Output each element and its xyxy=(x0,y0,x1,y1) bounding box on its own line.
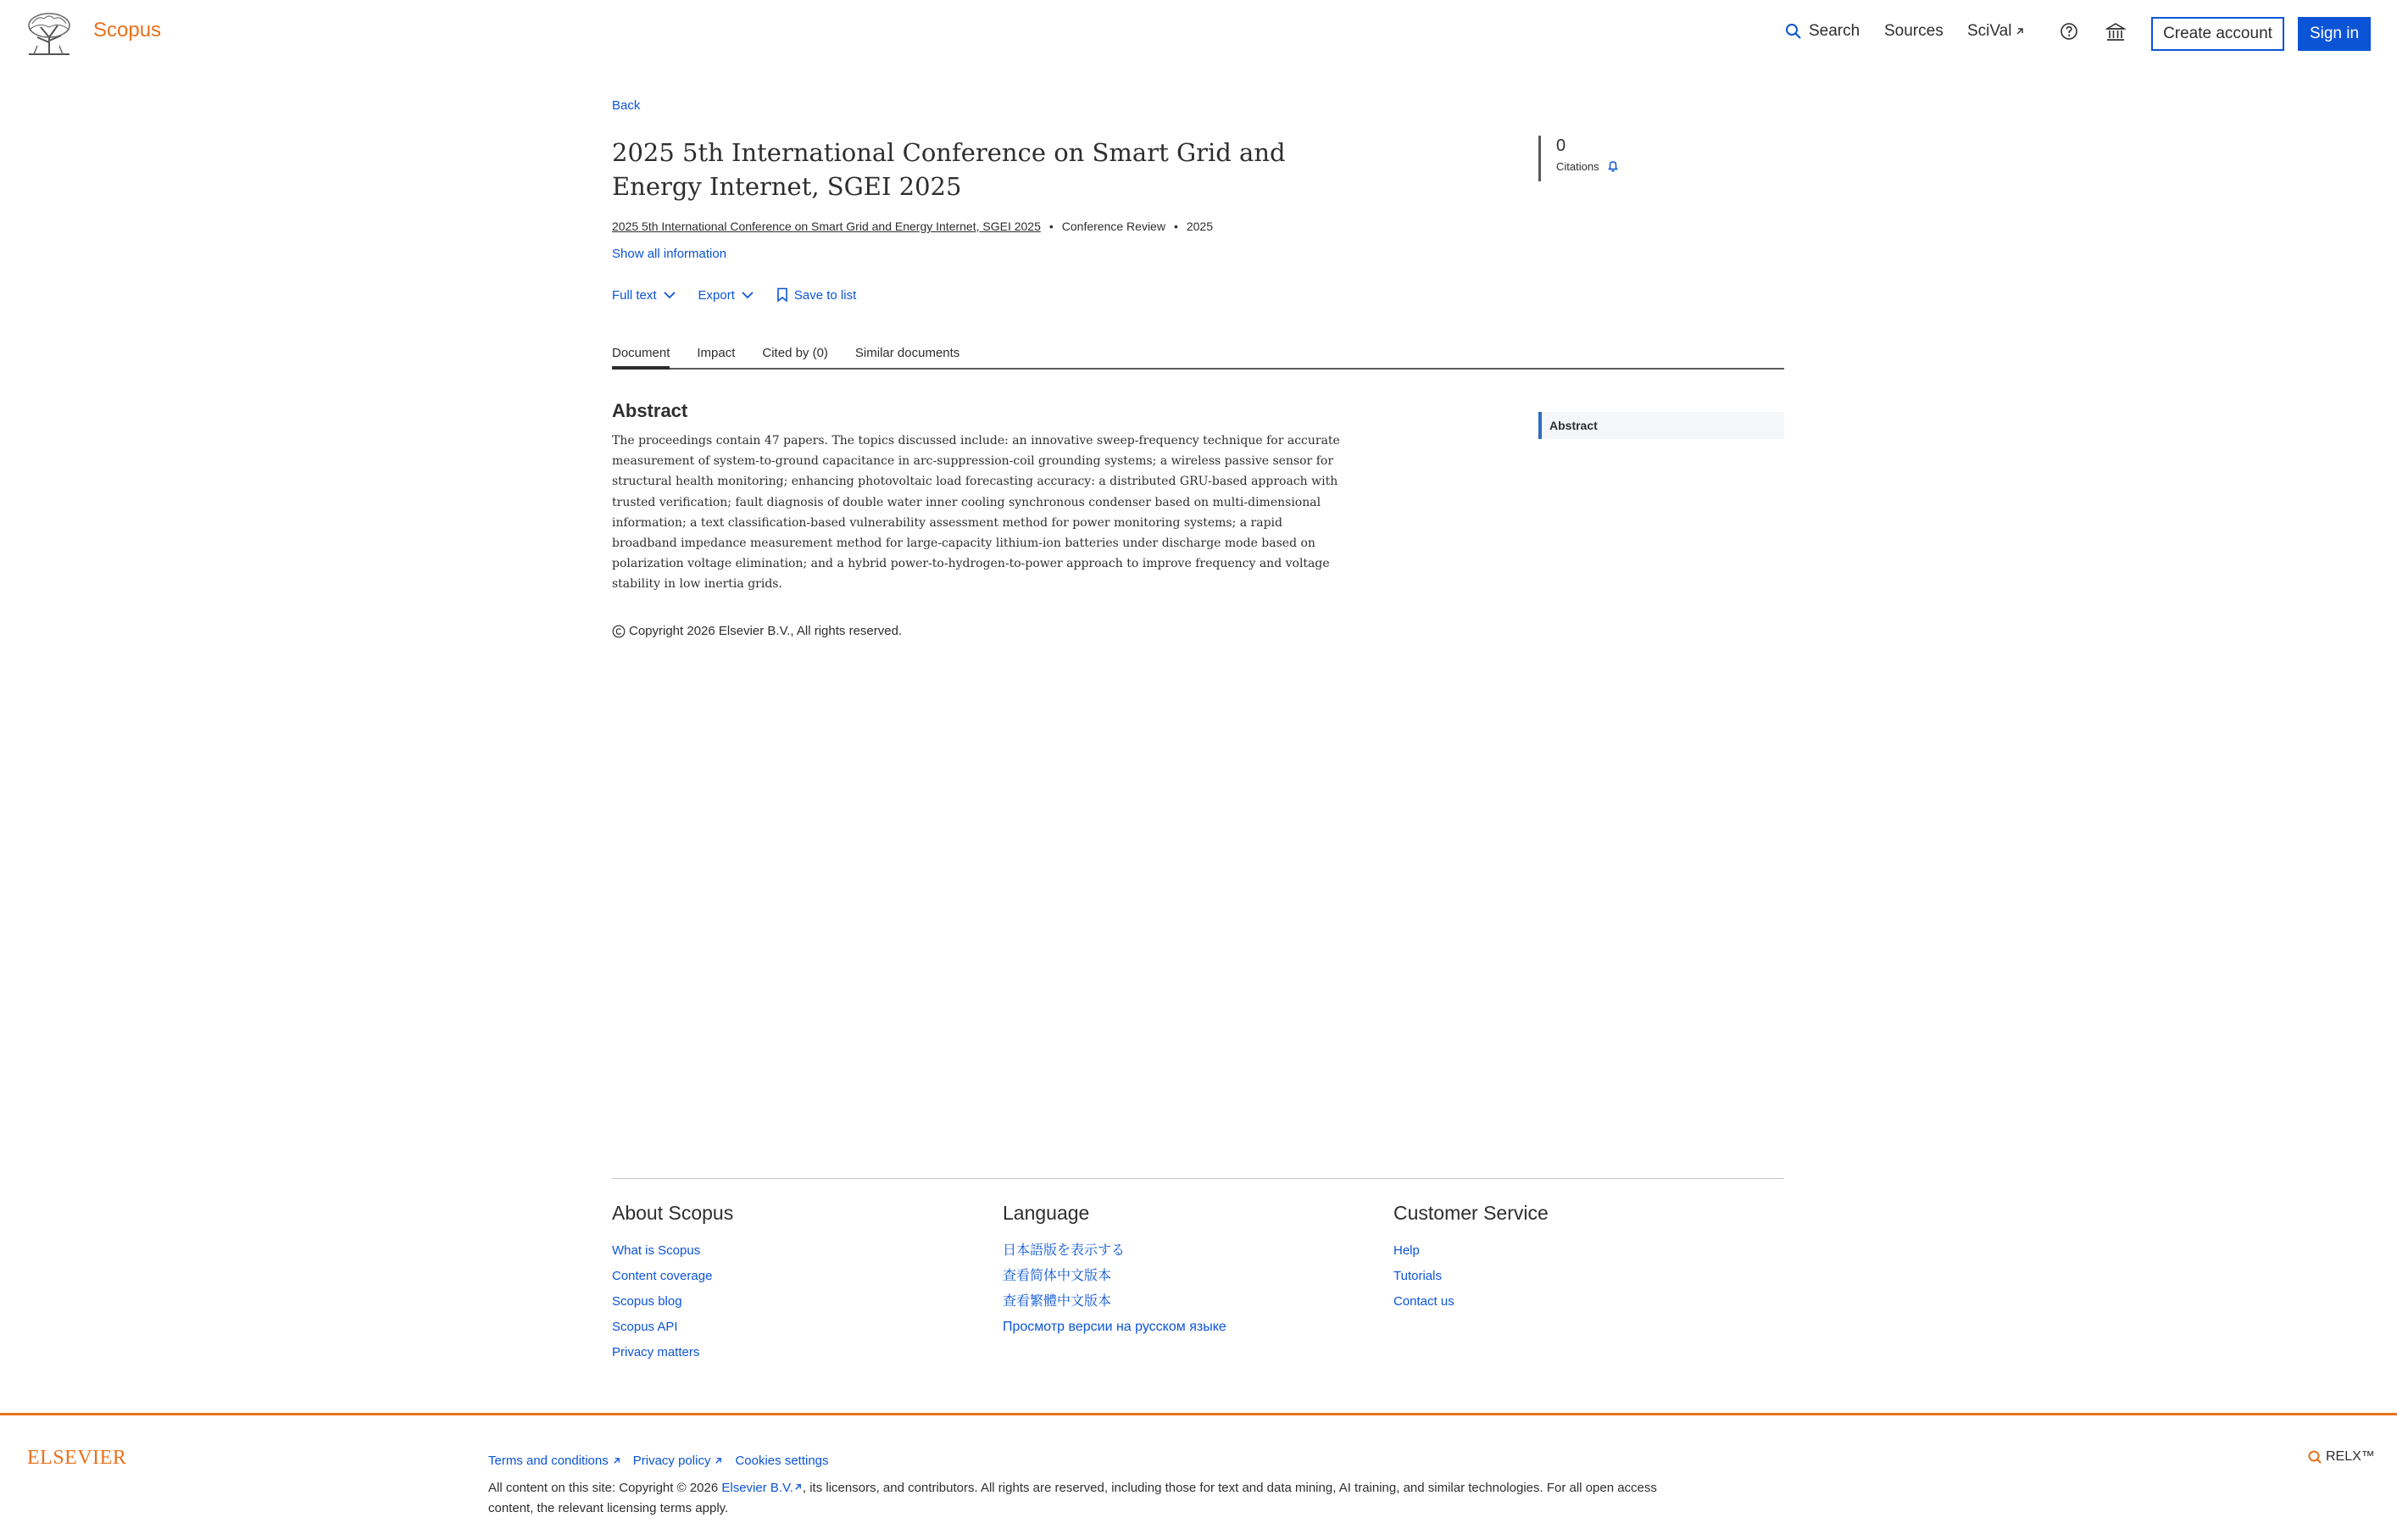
footer-about-heading: About Scopus xyxy=(612,1202,734,1224)
citations-label-row xyxy=(1556,159,1620,173)
show-all-information-link[interactable]: Show all information xyxy=(612,247,727,261)
footer-link-what-is-scopus[interactable]: What is Scopus xyxy=(612,1243,701,1258)
copyright-notice xyxy=(612,624,902,638)
export-label: Export xyxy=(698,287,735,303)
notice-text-end: , its licensors, and contributors. All rights are reserved, including those for text and data mining, AI training, and similar technologies. For all open access content, the relevant licensing terms apply. xyxy=(488,1481,1657,1515)
elsevier-logo[interactable]: ELSEVIER xyxy=(27,1447,127,1469)
footer-link-scopus-blog[interactable]: Scopus blog xyxy=(612,1294,682,1309)
external-link-icon xyxy=(2015,26,2025,36)
meta-separator: • xyxy=(1048,220,1054,233)
help-icon xyxy=(2060,22,2078,41)
help-button[interactable] xyxy=(2060,22,2078,41)
notice-text-start: All content on this site: Copyright © 2026 xyxy=(488,1481,722,1495)
tab-impact[interactable]: Impact xyxy=(697,346,736,360)
footer-link-scopus-api[interactable]: Scopus API xyxy=(612,1320,678,1334)
copyright-text: Copyright 2026 Elsevier B.V., All rights reserved. xyxy=(629,624,903,638)
citations-panel xyxy=(1538,136,1620,181)
tab-document[interactable]: Document xyxy=(612,342,670,370)
document-type: Conference Review xyxy=(1061,220,1165,233)
footer-link-contact-us[interactable]: Contact us xyxy=(1393,1294,1454,1309)
elsevier-bv-link[interactable]: Elsevier B.V. xyxy=(721,1481,793,1495)
footer-link-traditional-chinese[interactable]: 查看繁體中文版本 xyxy=(1003,1294,1112,1309)
nav-sources[interactable] xyxy=(1884,22,1944,41)
external-link-icon xyxy=(714,1456,723,1465)
privacy-policy-label: Privacy policy xyxy=(632,1454,711,1468)
full-text-dropdown[interactable] xyxy=(612,287,676,303)
relx-logo[interactable] xyxy=(2307,1449,2375,1465)
footer-service-heading: Customer Service xyxy=(1393,1202,1549,1224)
document-meta xyxy=(612,220,1213,233)
document-actions xyxy=(612,287,856,303)
footer-divider xyxy=(612,1178,1784,1179)
footer-language-column xyxy=(1003,1202,1226,1340)
top-header xyxy=(0,0,2397,68)
back-link[interactable]: Back xyxy=(612,98,641,113)
nav-scival[interactable] xyxy=(1967,22,2025,41)
footer-about-column xyxy=(612,1202,733,1365)
save-to-list-label: Save to list xyxy=(793,287,857,303)
nav-sources-label: Sources xyxy=(1884,22,1944,40)
scopus-brand[interactable]: Scopus xyxy=(93,19,162,42)
footer-link-russian[interactable]: Просмотр версии на русском языке xyxy=(1003,1320,1226,1334)
footer-language-heading: Language xyxy=(1003,1202,1090,1224)
footer-link-tutorials[interactable]: Tutorials xyxy=(1393,1269,1442,1283)
toc-abstract-item[interactable]: Abstract xyxy=(1538,412,1784,439)
copyright-icon xyxy=(612,625,626,638)
document-tabs xyxy=(612,342,1784,370)
footer-link-simplified-chinese[interactable]: 查看简体中文版本 xyxy=(1003,1269,1112,1283)
tab-similar-documents[interactable]: Similar documents xyxy=(854,346,960,360)
sign-in-button[interactable]: Sign in xyxy=(2298,17,2371,51)
abstract-heading: Abstract xyxy=(612,400,688,421)
source-title-link[interactable]: 2025 5th International Conference on Smart Grid and Energy Internet, SGEI 2025 xyxy=(612,220,1041,233)
export-dropdown[interactable] xyxy=(698,287,754,303)
legal-links xyxy=(488,1454,829,1468)
privacy-policy-link[interactable] xyxy=(633,1454,724,1468)
footer-link-privacy-matters[interactable]: Privacy matters xyxy=(612,1345,700,1359)
external-link-icon xyxy=(612,1456,621,1465)
footer-link-japanese[interactable]: 日本語版を表示する xyxy=(1003,1243,1126,1258)
create-account-button[interactable]: Create account xyxy=(2151,17,2284,51)
footer-link-help[interactable]: Help xyxy=(1393,1243,1420,1258)
cookies-settings-label: Cookies settings xyxy=(735,1454,829,1468)
document-title: 2025 5th International Conference on Smart Grid and Energy Internet, SGEI 2025 xyxy=(612,138,1286,201)
elsevier-tree-logo-icon[interactable] xyxy=(25,12,73,56)
terms-link[interactable] xyxy=(488,1454,621,1468)
meta-separator: • xyxy=(1173,220,1178,233)
bell-icon[interactable] xyxy=(1606,159,1620,173)
site-copyright-notice xyxy=(488,1478,1666,1519)
nav-scival-label: SciVal xyxy=(1967,22,2012,40)
institution-button[interactable] xyxy=(2105,22,2126,42)
bookmark-icon xyxy=(776,287,788,303)
full-text-label: Full text xyxy=(612,287,657,303)
chevron-down-icon xyxy=(741,291,754,299)
save-to-list-button[interactable] xyxy=(776,287,856,303)
cookies-settings-link[interactable] xyxy=(735,1454,828,1468)
nav-search[interactable] xyxy=(1785,22,1860,41)
footer-orange-rule xyxy=(0,1413,2397,1415)
footer-link-content-coverage[interactable]: Content coverage xyxy=(612,1269,713,1283)
citation-count: 0 xyxy=(1556,136,1566,155)
terms-label: Terms and conditions xyxy=(488,1454,609,1468)
chevron-down-icon xyxy=(663,291,676,299)
relx-label: RELX™ xyxy=(2326,1449,2375,1464)
document-year: 2025 xyxy=(1186,220,1214,233)
footer-service-column xyxy=(1393,1202,1549,1315)
nav-search-label: Search xyxy=(1809,22,1860,40)
tab-cited-by[interactable]: Cited by (0) xyxy=(762,346,828,360)
abstract-text: The proceedings contain 47 papers. The topics discussed include: an innovative sweep-frequency technique for accurate measurement of system-to-ground capacitance in arc-suppression-coil grounding systems; a wireless passive sensor for structural health monitoring; enhancing photovoltaic load forecasting accuracy: a distributed GRU-based approach with trusted verification; fault diagnosis of double water inner cooling synchronous condenser based on multi-dimensional information; a text classification-based vulnerability assessment method for power monitoring systems; a rapid broadband impedance measurement method for large-capacity lithium-ion batteries under discharge mode based on polarization voltage elimination; and a hybrid power-to-hydrogen-to-power approach to improve frequency and voltage stability in low inertia grids. xyxy=(612,434,1340,592)
institution-icon xyxy=(2105,22,2126,42)
search-icon xyxy=(1785,23,1802,40)
citations-label: Citations xyxy=(1556,159,1599,173)
relx-mark-icon xyxy=(2307,1449,2322,1465)
external-link-icon xyxy=(793,1482,803,1492)
